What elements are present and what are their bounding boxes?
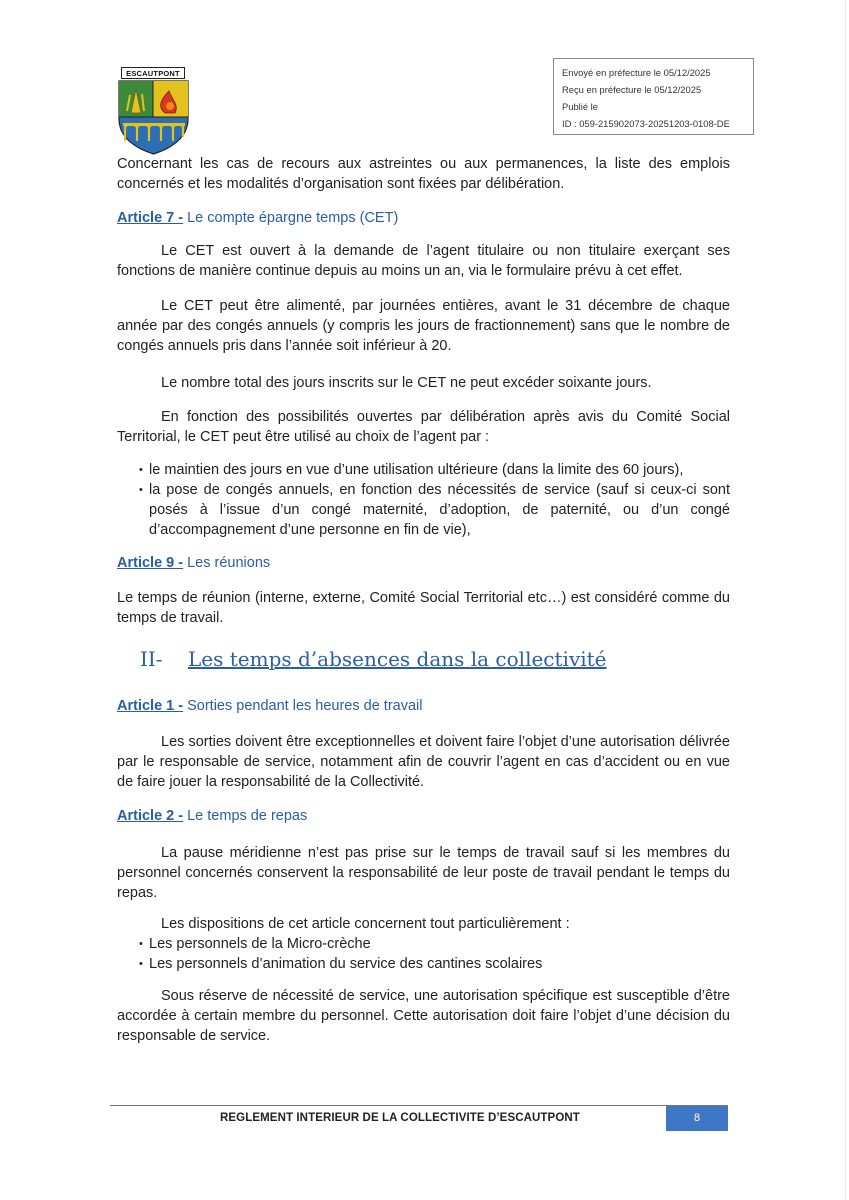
section-2-article-1-label: Article 1 - [117, 698, 184, 714]
article-9-label: Article 9 - [117, 555, 184, 571]
list-item [117, 934, 730, 954]
article-9-title: Les réunions [183, 555, 271, 571]
article-7-bullet-list [117, 460, 730, 540]
coat-of-arms-icon [117, 79, 190, 155]
article-9-paragraph-1: Le temps de réunion (interne, externe, Comité Social Territorial etc…) est considéré comme du temps de travail. [117, 590, 730, 626]
list-item-text: Les personnels de la Micro-crèche [149, 936, 371, 952]
list-item-text: le maintien des jours en vue d’une utilisation ultérieure (dans la limite des 60 jours), [149, 462, 684, 478]
article-7-paragraph-1: Le CET est ouvert à la demande de l’agent titulaire ou non titulaire exerçant ses fonctions de manière continue depuis au moins un an, via le formulaire prévu à cet effet. [117, 243, 730, 279]
list-item [117, 480, 730, 540]
bullet-icon: • [139, 464, 143, 476]
intro-paragraph: Concernant les cas de recours aux astreintes ou aux permanences, la liste des emplois concernés et les modalités d’organisation sont fixées par délibération. [117, 156, 730, 192]
footer-divider [110, 1105, 728, 1106]
list-item [117, 460, 730, 480]
section-2-article-2-paragraph-3: Sous réserve de nécessité de service, une autorisation spécifique est susceptible d’être accordée à certain membre du personnel. Cette autorisation doit faire l’objet d’une décision du responsable de service. [117, 988, 730, 1044]
article-7-label: Article 7 - [117, 210, 184, 226]
page-number: 8 [666, 1106, 728, 1131]
list-item [117, 954, 730, 974]
section-2-article-2-label: Article 2 - [117, 808, 184, 824]
stamp-published: Publié le [562, 101, 598, 112]
section-2-article-2-heading [117, 806, 307, 826]
section-2-article-1-heading [117, 696, 423, 716]
list-item-text: la pose de congés annuels, en fonction des nécessités de service (sauf si ceux-ci sont posés à l’issue d’un congé maternité, d’adoption, de paternité, ou d’un congé d’accompagnement d’une personne en fin de vie), [149, 482, 730, 538]
section-number: II- [140, 647, 163, 671]
article-7-heading [117, 208, 398, 228]
article-7-title: Le compte épargne temps (CET) [183, 210, 399, 226]
section-heading [140, 646, 607, 672]
section-2-article-2-paragraph-2: Les dispositions de cet article concernent tout particulièrement : [161, 916, 570, 932]
stamp-received: Reçu en préfecture le 05/12/2025 [562, 84, 702, 95]
article-7-paragraph-2: Le CET peut être alimenté, par journées entières, avant le 31 décembre de chaque année par des congés annuels (y compris les jours de fractionnement) sans que le nombre de congés annuels pris dans l’année soit inférieur à 20. [117, 298, 730, 354]
section-2-article-2-bullet-list [117, 934, 730, 974]
bullet-icon: • [139, 484, 143, 496]
section-2-article-1-paragraph: Les sorties doivent être exceptionnelles et doivent faire l’objet d’une autorisation délivrée par le responsable de service, notamment afin de couvrir l’agent en cas d’accident ou en vue de faire jouer la responsabilité de la Collectivité. [117, 734, 730, 790]
section-2-article-2-paragraph-1: La pause méridienne n’est pas prise sur le temps de travail sauf si les membres du personnel concernés conservent la responsabilité de leur poste de travail pendant le temps du repas. [117, 845, 730, 901]
section-2-article-2-title: Le temps de repas [183, 808, 308, 824]
bullet-icon: • [139, 958, 143, 970]
prefecture-stamp [553, 58, 754, 135]
page-edge [845, 0, 846, 1200]
bullet-icon: • [139, 938, 143, 950]
list-item-text: Les personnels d’animation du service des cantines scolaires [149, 956, 543, 972]
logo-label: ESCAUTPONT [121, 67, 185, 79]
section-2-article-1-title: Sorties pendant les heures de travail [183, 698, 423, 714]
stamp-sent: Envoyé en préfecture le 05/12/2025 [562, 67, 711, 78]
municipal-logo [117, 67, 190, 155]
article-9-heading [117, 553, 270, 573]
footer-title: REGLEMENT INTERIEUR DE LA COLLECTIVITE D’ESCAUTPONT [220, 1112, 580, 1124]
article-7-paragraph-4: En fonction des possibilités ouvertes par délibération après avis du Comité Social Territorial, le CET peut être utilisé au choix de l’agent par : [117, 409, 730, 445]
article-7-paragraph-3: Le nombre total des jours inscrits sur le CET ne peut excéder soixante jours. [161, 375, 652, 391]
stamp-id: ID : 059-215902073-20251203-0108-DE [562, 118, 730, 129]
section-title: Les temps d’absences dans la collectivité [188, 647, 607, 671]
